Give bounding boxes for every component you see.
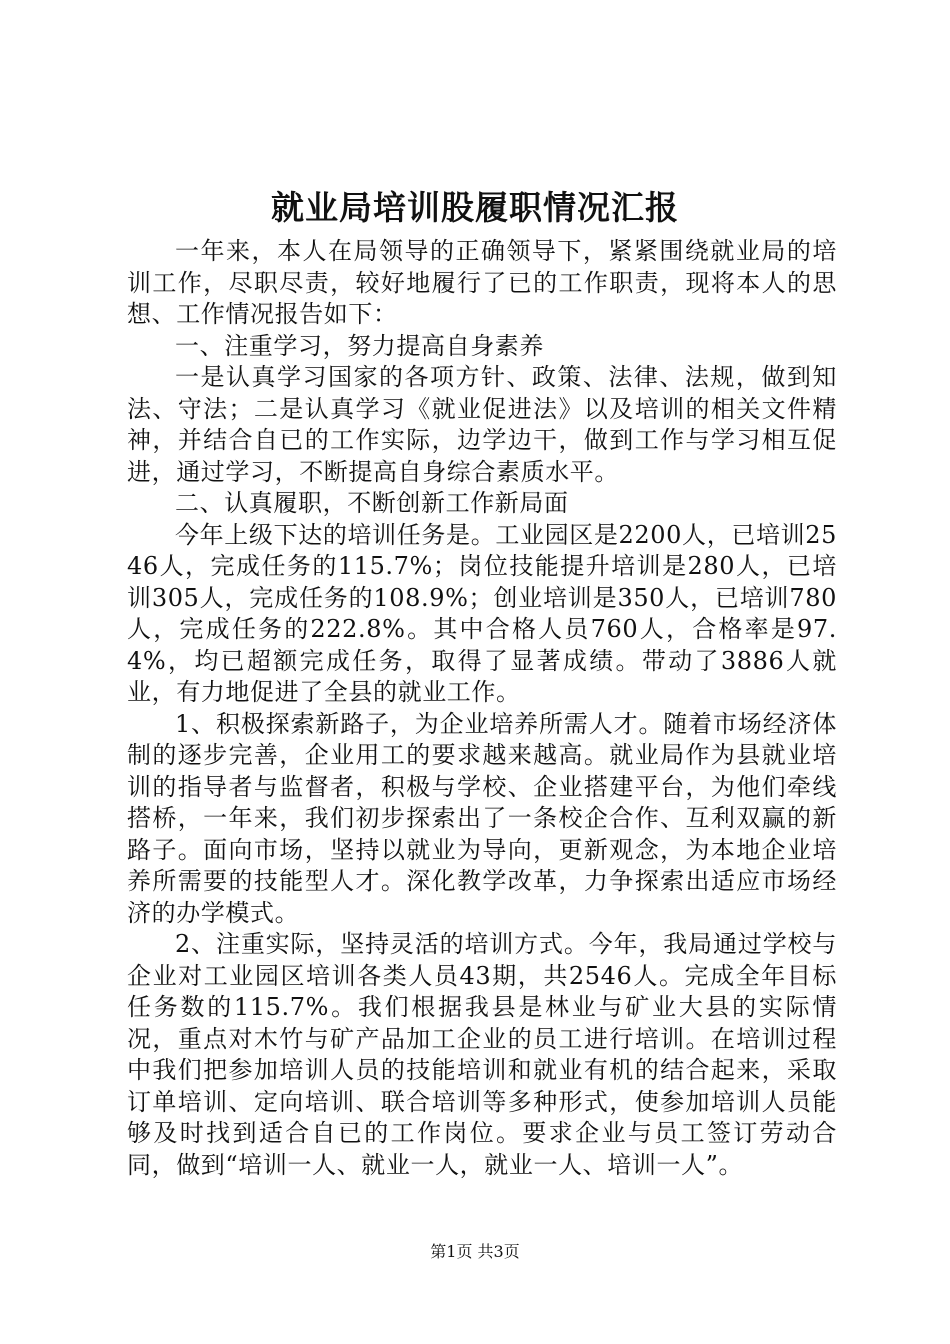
paragraph-flexible-training: 2、注重实际，坚持灵活的培训方式。今年，我局通过学校与企业对工业园区培训各类人员43期，共2546人。完成全年目标任务数的115.7%。我们根据我县是林业与矿业大县的实际情况，重点对木竹与矿产品加工企业的员工进行培训。在培训过程中我们把参加培训人员的技能培训和就业有机的结合起来，采取订单培训、定向培训、联合培训等多种形式，使参加培训人员能够及时找到适合自已的工作岗位。要求企业与员工签订劳动合同，做到“培训一人、就业一人，就业一人、培训一人”。	[127, 930, 837, 1179]
paragraph-training-tasks: 今年上级下达的培训任务是。工业园区是2200人，已培训2546人，完成任务的115.7%；岗位技能提升培训是280人，已培训305人，完成任务的108.9%；创业培训是350人，已培训780人，完成任务的222.8%。其中合格人员760人，合格率是97.4%，均已超额完成任务，取得了显著成绩。带动了3886人就业，有力地促进了全县的就业工作。	[127, 520, 837, 706]
document-body	[127, 236, 837, 1181]
section-heading-2: 二、认真履职，不断创新工作新局面	[175, 489, 569, 517]
page-footer: 第1页 共3页	[430, 1242, 520, 1261]
section-heading-1: 一、注重学习，努力提高自身素养	[175, 331, 544, 360]
document-title: 就业局培训股履职情况汇报	[271, 188, 679, 227]
paragraph-new-path: 1、积极探索新路子，为企业培养所需人才。随着市场经济体制的逐步完善，企业用工的要求越来越高。就业局作为县就业培训的指导者与监督者，积极与学校、企业搭建平台，为他们牵线搭桥，一年来，我们初步探索出了一条校企合作、互利双赢的新路子。面向市场，坚持以就业为导向，更新观念，为本地企业培养所需要的技能型人才。深化教学改革，力争探索出适应市场经济的办学模式。	[127, 709, 837, 927]
paragraph-intro: 一年来，本人在局领导的正确领导下，紧紧围绕就业局的培训工作，尽职尽责，较好地履行了已的工作职责，现将本人的思想、工作情况报告如下：	[127, 237, 837, 328]
paragraph-study: 一是认真学习国家的各项方针、政策、法律、法规，做到知法、守法；二是认真学习《就业促进法》以及培训的相关文件精神，并结合自已的工作实际，边学边干，做到工作与学习相互促进，通过学习，不断提高自身综合素质水平。	[127, 363, 837, 486]
